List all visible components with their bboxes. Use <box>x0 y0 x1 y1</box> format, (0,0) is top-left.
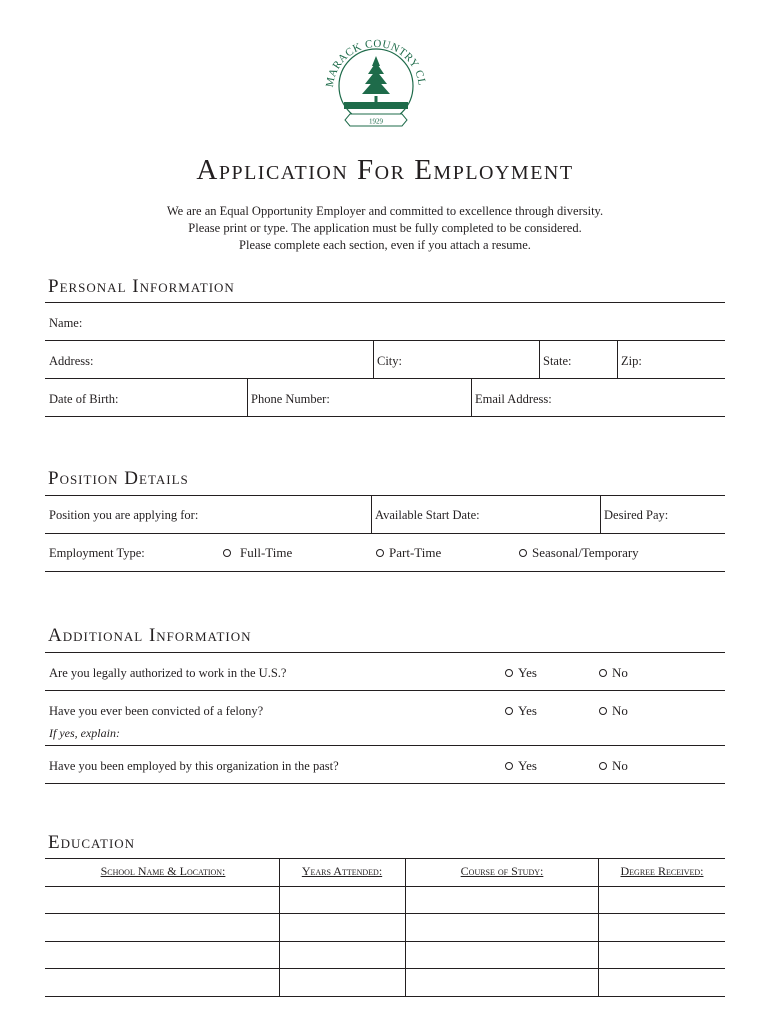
name-field[interactable]: Name: <box>49 316 83 330</box>
felony-explain-field[interactable]: If yes, explain: <box>49 726 120 740</box>
q1-yes-option[interactable] <box>505 665 537 681</box>
start-date-field[interactable]: Available Start Date: <box>375 508 480 522</box>
divider <box>45 302 725 303</box>
course-column-header: Course of Study: <box>460 864 544 878</box>
cell-divider <box>600 495 601 533</box>
option-label: No <box>612 758 628 773</box>
email-address-field[interactable]: Email Address: <box>475 392 552 406</box>
svg-text:1929: 1929 <box>369 117 383 126</box>
q3-yes-option[interactable] <box>505 758 537 774</box>
divider <box>45 378 725 379</box>
intro-line: Please print or type. The application must be fully completed to be considered. <box>188 221 582 235</box>
divider <box>45 495 725 496</box>
part-time-option[interactable] <box>376 545 441 561</box>
radio-circle-icon[interactable] <box>599 707 607 715</box>
divider <box>45 533 725 534</box>
radio-circle-icon[interactable] <box>599 762 607 770</box>
full-time-option[interactable] <box>223 545 292 561</box>
option-label: Yes <box>518 703 537 718</box>
radio-circle-icon[interactable] <box>223 549 231 557</box>
seasonal-option[interactable] <box>519 545 639 561</box>
position-details-heading: Position Details <box>48 468 189 489</box>
work-authorization-question: Are you legally authorized to work in the U.S.? <box>49 666 287 680</box>
option-label: Full-Time <box>240 545 293 560</box>
education-row-3[interactable] <box>45 942 725 968</box>
desired-pay-field[interactable]: Desired Pay: <box>604 508 669 522</box>
radio-circle-icon[interactable] <box>505 669 513 677</box>
education-row-2[interactable] <box>45 914 725 940</box>
option-label: Part-Time <box>389 545 442 560</box>
personal-info-heading: Personal Information <box>48 276 235 297</box>
employment-type-label: Employment Type: <box>49 546 145 560</box>
radio-circle-icon[interactable] <box>599 669 607 677</box>
page-title: Application For Employment <box>196 154 574 186</box>
city-field[interactable]: City: <box>377 354 403 368</box>
divider <box>45 783 725 784</box>
divider <box>45 690 725 691</box>
divider <box>45 416 725 417</box>
q1-no-option[interactable] <box>599 665 628 681</box>
prior-employment-question: Have you been employed by this organization in the past? <box>49 759 339 773</box>
address-field[interactable]: Address: <box>49 354 94 368</box>
divider <box>45 858 725 859</box>
q2-no-option[interactable] <box>599 703 628 719</box>
years-column-header: Years Attended: <box>301 864 383 878</box>
divider <box>45 340 725 341</box>
table-row-divider <box>45 996 725 997</box>
club-logo <box>323 28 429 140</box>
radio-circle-icon[interactable] <box>505 707 513 715</box>
divider <box>45 745 725 746</box>
option-label: No <box>612 665 628 680</box>
option-label: Seasonal/Temporary <box>532 545 639 560</box>
cell-divider <box>371 495 372 533</box>
radio-circle-icon[interactable] <box>505 762 513 770</box>
svg-text:TAMARACK COUNTRY CLUB: MARACK COUNTRY CL <box>323 37 428 89</box>
intro-line: Please complete each section, even if you attach a resume. <box>239 238 531 252</box>
option-label: Yes <box>518 665 537 680</box>
divider <box>45 652 725 653</box>
degree-column-header: Degree Received: <box>620 864 704 878</box>
cell-divider <box>247 378 248 416</box>
felony-question: Have you ever been convicted of a felony? <box>49 704 264 718</box>
radio-circle-icon[interactable] <box>376 549 384 557</box>
zip-field[interactable]: Zip: <box>621 354 642 368</box>
phone-number-field[interactable]: Phone Number: <box>251 392 330 406</box>
state-field[interactable]: State: <box>543 354 572 368</box>
date-of-birth-field[interactable]: Date of Birth: <box>49 392 119 406</box>
education-row-4[interactable] <box>45 969 725 995</box>
option-label: Yes <box>518 758 537 773</box>
position-applying-field[interactable]: Position you are applying for: <box>49 508 199 522</box>
tamarack-tree-logo-icon <box>323 28 429 140</box>
cell-divider <box>617 340 618 378</box>
q3-no-option[interactable] <box>599 758 628 774</box>
cell-divider <box>373 340 374 378</box>
q2-yes-option[interactable] <box>505 703 537 719</box>
option-label: No <box>612 703 628 718</box>
cell-divider <box>471 378 472 416</box>
education-row-1[interactable] <box>45 887 725 913</box>
additional-info-heading: Additional Information <box>48 625 252 646</box>
education-heading: Education <box>48 832 136 853</box>
intro-text <box>0 203 770 254</box>
cell-divider <box>539 340 540 378</box>
school-column-header: School Name & Location: <box>100 864 226 878</box>
radio-circle-icon[interactable] <box>519 549 527 557</box>
divider <box>45 571 725 572</box>
intro-line: We are an Equal Opportunity Employer and committed to excellence through diversity. <box>166 204 604 218</box>
